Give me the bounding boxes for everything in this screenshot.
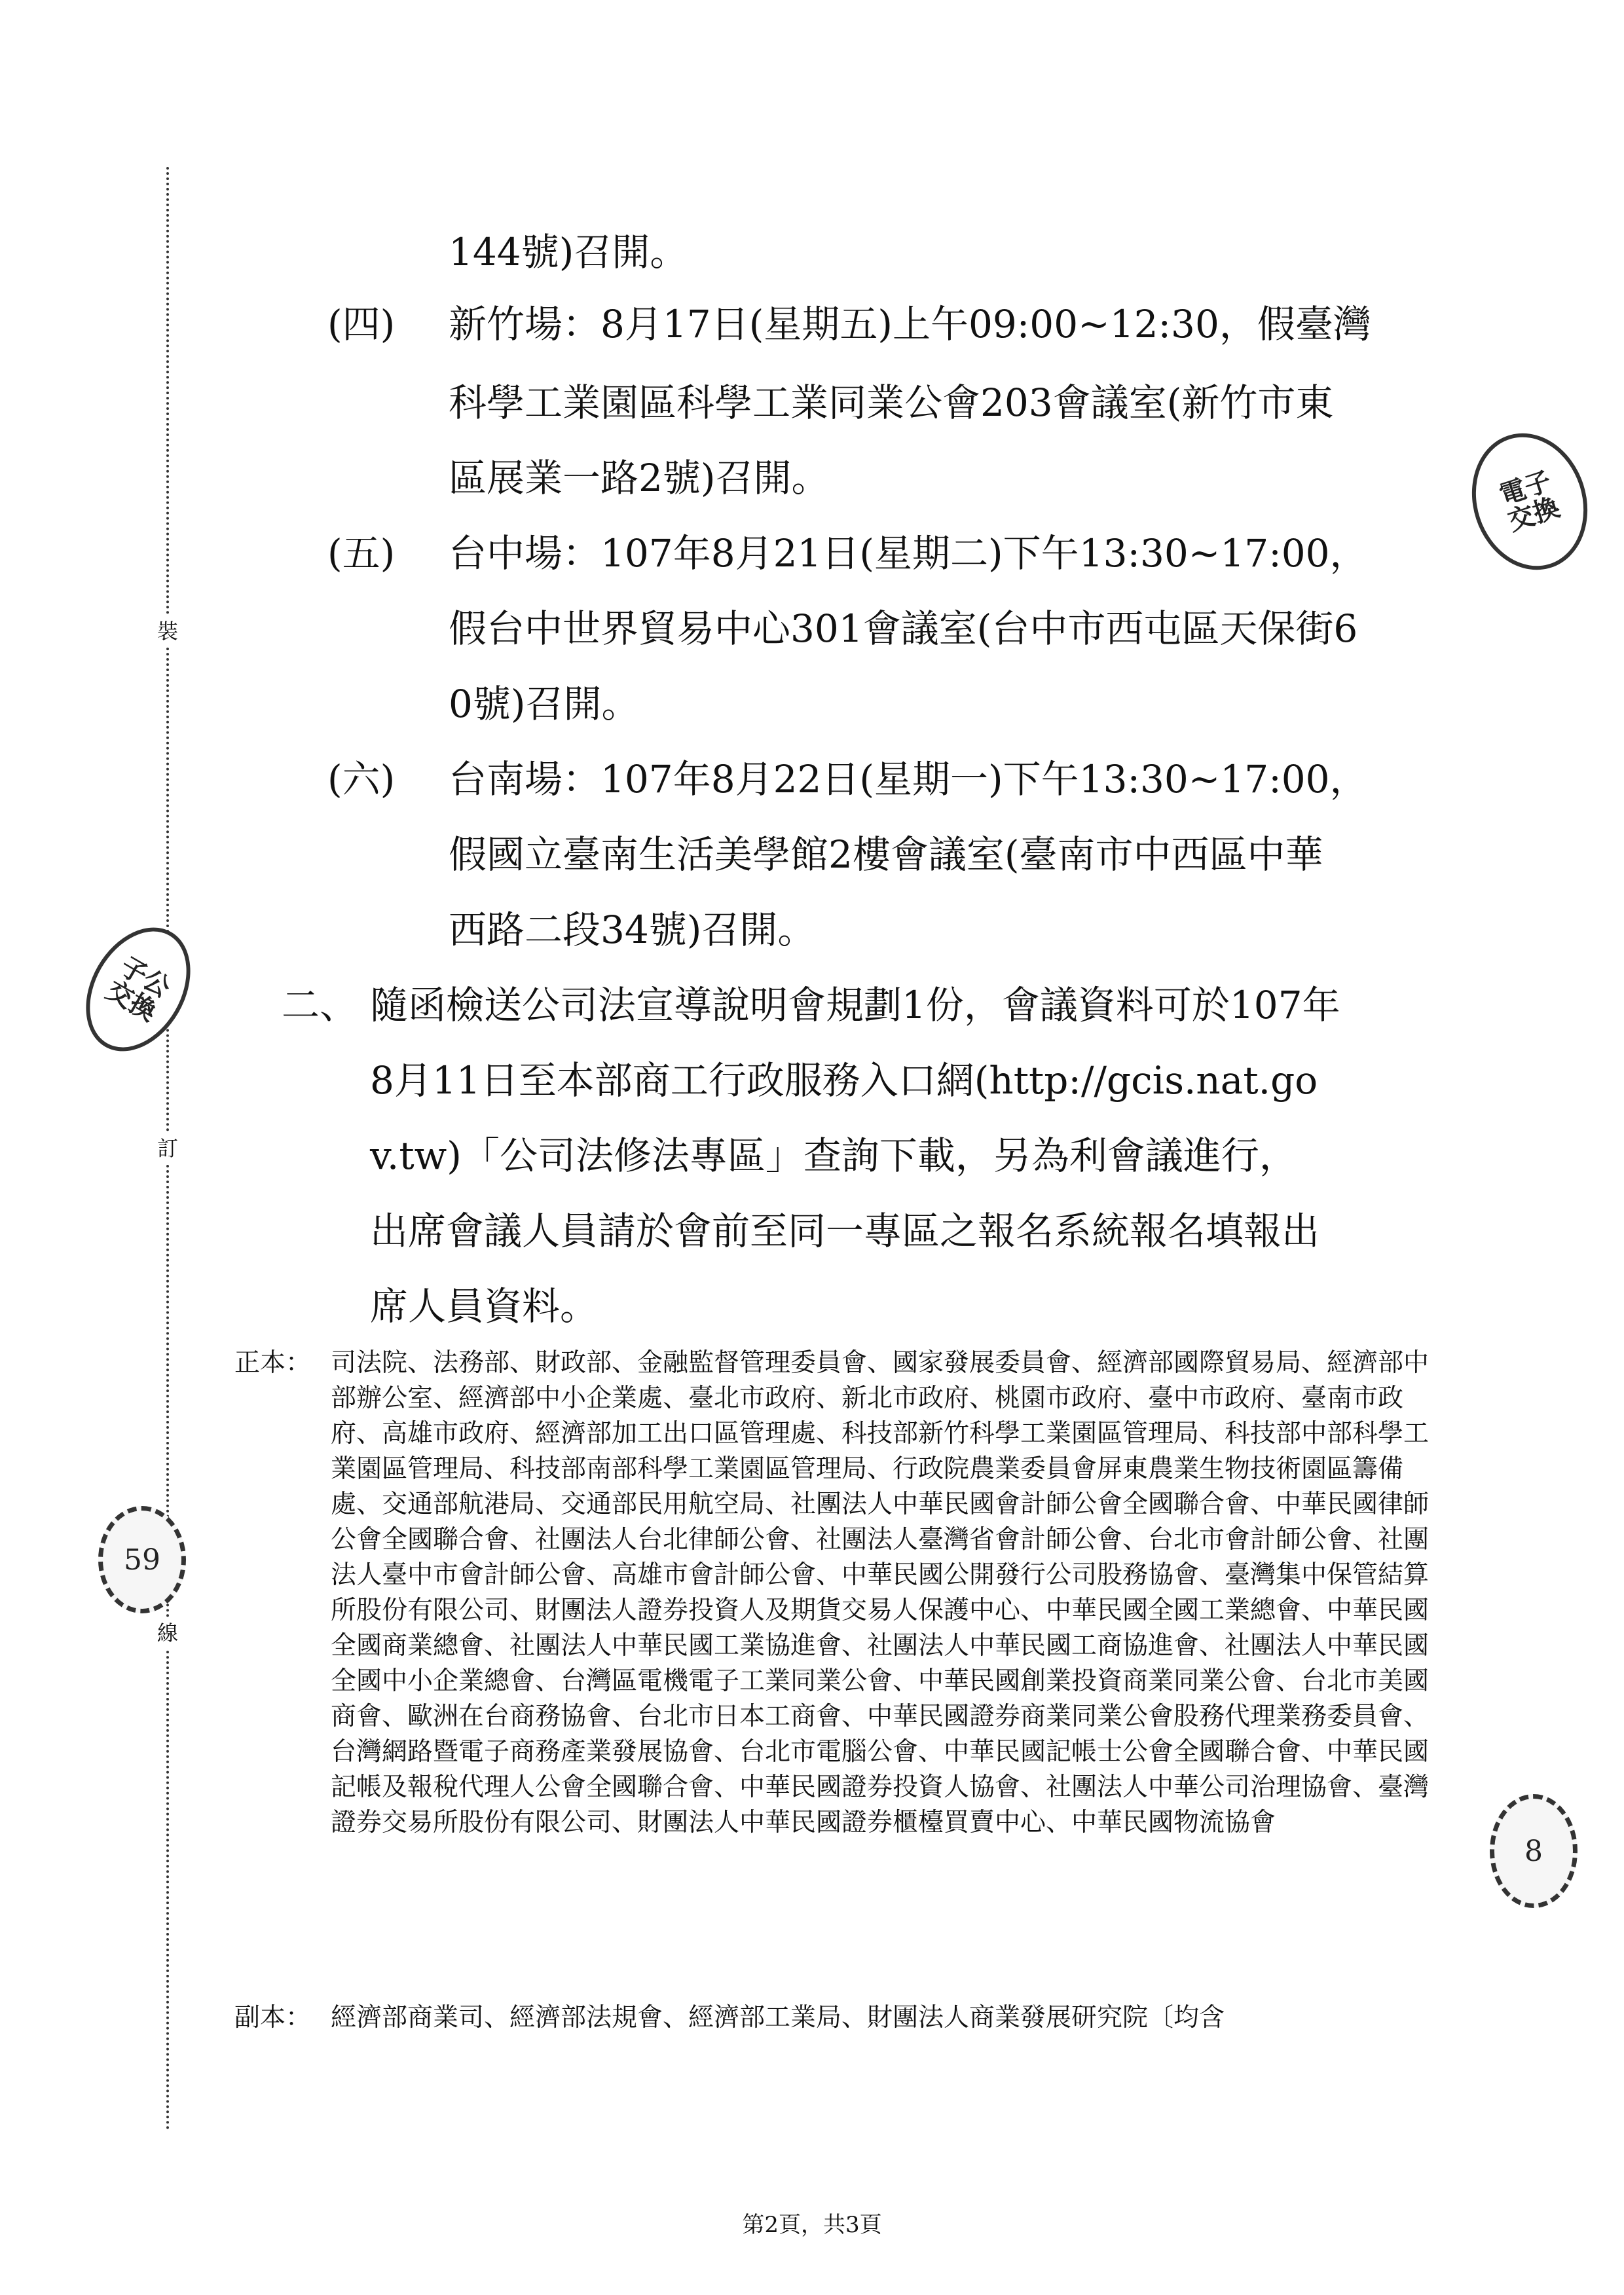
exchange-seal-stamp: 電子 交換 — [1454, 418, 1604, 585]
binding-label-xian: 線 — [152, 1617, 183, 1649]
item-four-number: (四) — [327, 302, 396, 346]
page-seal-left: 59 — [98, 1506, 186, 1613]
section-two-line-1: 隨函檢送公司法宣導說明會規劃1份，會議資料可於107年 — [370, 983, 1340, 1027]
continuation-line: 144號)召開。 — [449, 230, 688, 274]
item-six-line-1: 台南場：107年8月22日(星期一)下午13:30~17:00， — [449, 757, 1368, 801]
section-two-line-3: v.tw)「公司法修法專區」查詢下載，另為利會議進行， — [370, 1133, 1297, 1178]
item-five-line-2: 假台中世界貿易中心301會議室(台中市西屯區天保街6 — [449, 606, 1358, 651]
section-two-line-2: 8月11日至本部商工行政服務入口網(http://gcis.nat.go — [370, 1058, 1318, 1103]
binding-label-ding: 訂 — [152, 1133, 183, 1164]
copy-recipients-text: 經濟部商業司、經濟部法規會、經濟部工業局、財團法人商業發展研究院〔均含 — [331, 2003, 1225, 2032]
main-recipients-text: 司法院、法務部、財政部、金融監督管理委員會、國家發展委員會、經濟部國際貿易局、經濟部中部辦公室、經濟部中小企業處、臺北市政府、新北市政府、桃園市政府、臺中市政府、臺南市政府、高雄市政府、經濟部加工出口區管理處、科技部新竹科學工業園區管理局、科技部中部科學工業園區管理局、科技部南部科學工業園區管理局、行政院農業委員會屏東農業生物技術園區籌備處、交通部航港局、交通部民用航空局、社團法人中華民國會計師公會全國聯合會、中華民國律師公會全國聯合會、社團法人台北律師公會、社團法人臺灣省會計師公會、台北市會計師公會、社團法人臺中市會計師公會、高雄市會計師公會、中華民國公開發行公司股務協會、臺灣集中保管結算所股份有限公司、財團法人證券投資人及期貨交易人保護中心、中華民國全國工業總會、中華民國全國商業總會、社團法人中華民國工業協進會、社團法人中華民國工商協進會、社團法人中華民國全國中小企業總會、台灣區電機電子工業同業公會、中華民國創業投資商業同業公會、台北市美國商會、歐洲在台商務協會、台北市日本工商會、中華民國證券商業同業公會股務代理業務委員會、台灣網路暨電子商務產業發展協會、台北市電腦公會、中華民國記帳士公會全國聯合會、中華民國記帳及報稅代理人公會全國聯合會、中華民國證券投資人協會、社團法人中華公司治理協會、臺灣證券交易所股份有限公司、財團法人中華民國證券櫃檯買賣中心、中華民國物流協會 — [331, 1348, 1430, 1837]
section-two-line-4: 出席會議人員請於會前至同一專區之報名系統報名填報出 — [370, 1209, 1320, 1253]
item-six-line-3: 西路二段34號)召開。 — [449, 908, 816, 952]
binding-label-zhuang: 裝 — [152, 615, 183, 647]
item-five-line-1: 台中場：107年8月21日(星期二)下午13:30~17:00， — [449, 531, 1368, 576]
item-six-line-2: 假國立臺南生活美學館2樓會議室(臺南市中西區中華 — [449, 832, 1323, 877]
section-two-number: 二、 — [282, 983, 358, 1027]
item-six-number: (六) — [327, 757, 396, 801]
page-seal-right: 8 — [1490, 1794, 1578, 1908]
section-two-line-5: 席人員資料。 — [370, 1284, 599, 1329]
page-number: 第2頁，共3頁 — [742, 2212, 882, 2238]
copy-recipients-label: 副本： — [234, 2003, 312, 2032]
item-four-line-2: 科學工業園區科學工業同業公會203會議室(新竹市東 — [449, 380, 1334, 425]
main-recipients-label: 正本： — [234, 1348, 312, 1378]
item-five-number: (五) — [327, 531, 396, 576]
item-four-line-1: 新竹場：8月17日(星期五)上午09:00~12:30，假臺灣 — [449, 302, 1371, 346]
company-seal-stamp: 子公 交換 — [65, 909, 212, 1070]
item-five-line-3: 0號)召開。 — [449, 682, 640, 726]
item-four-line-3: 區展業一路2號)召開。 — [449, 456, 830, 500]
